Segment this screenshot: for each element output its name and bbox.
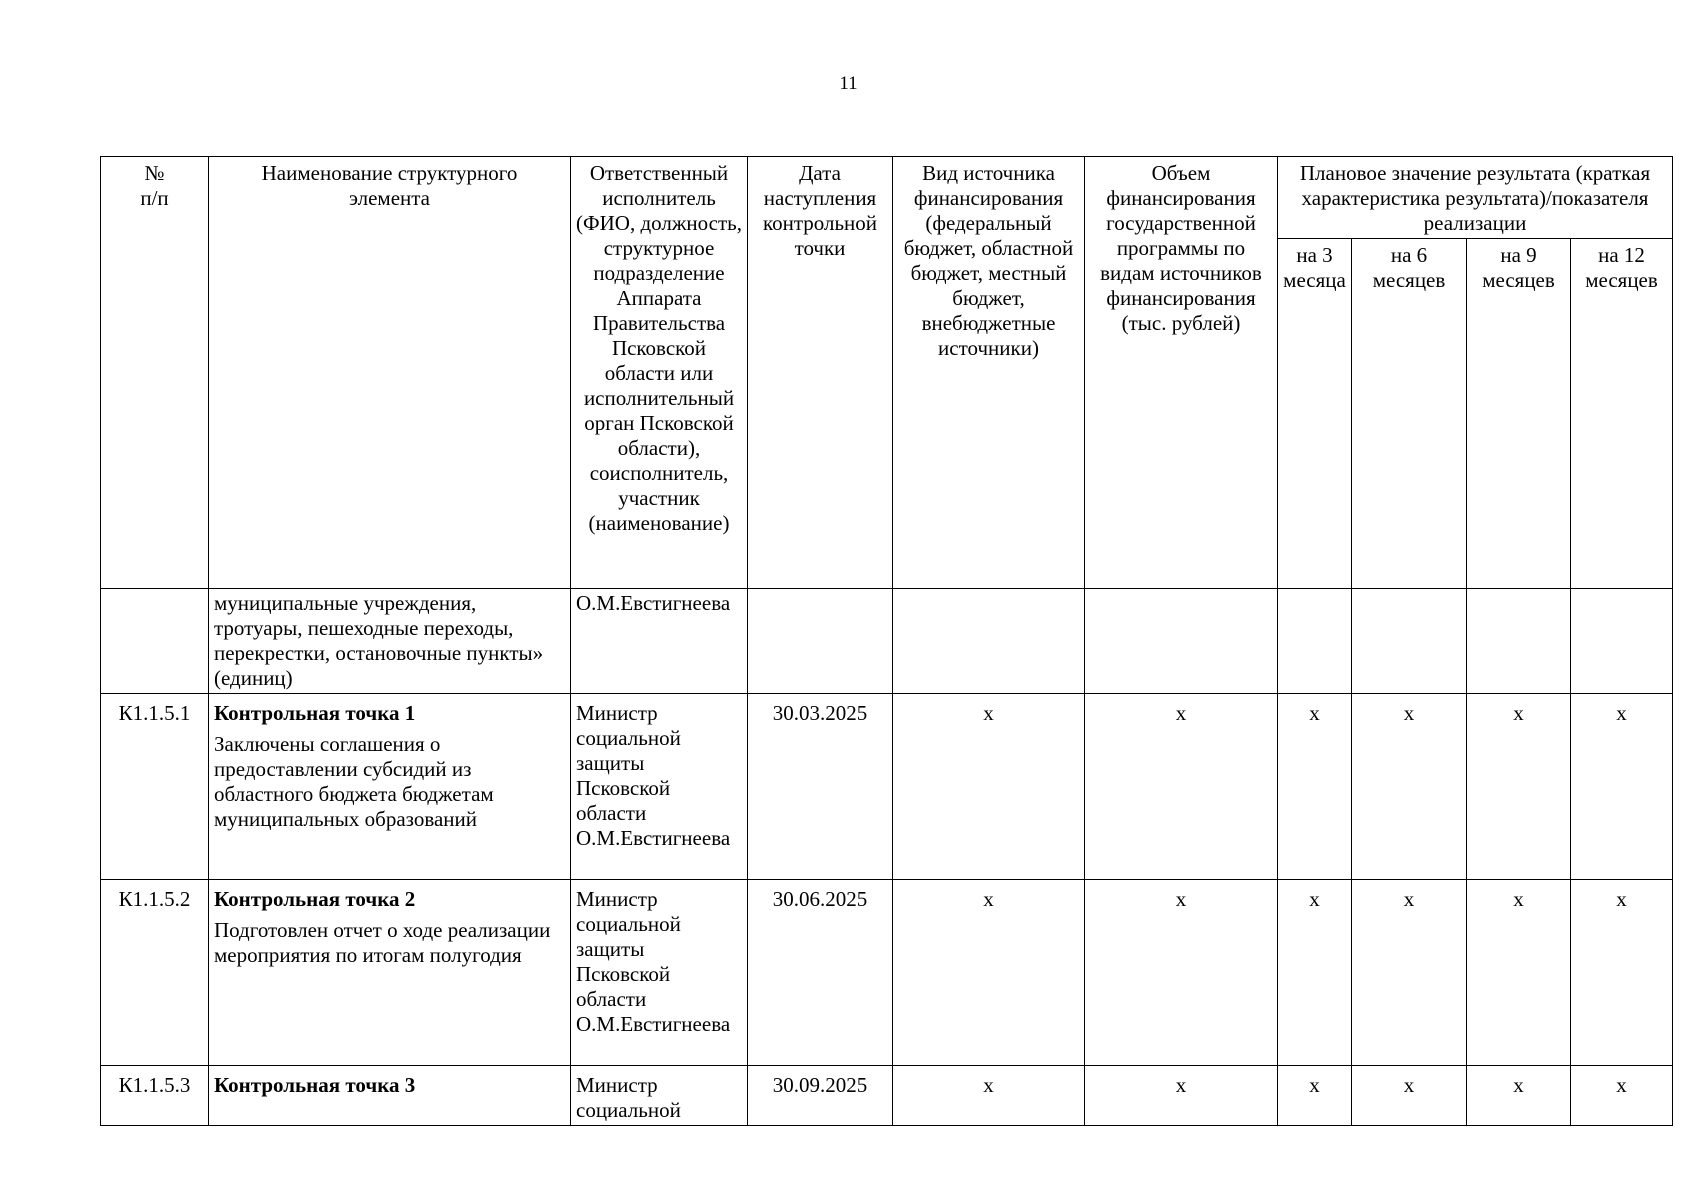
cell-responsible: Министр социальной — [571, 1066, 748, 1126]
cell-m12 — [1571, 589, 1673, 694]
cell-m6: х — [1352, 694, 1467, 880]
cell-num: К1.1.5.1 — [101, 694, 209, 880]
header-m3: на 3 месяца — [1278, 239, 1352, 589]
cell-m12: х — [1571, 1066, 1673, 1126]
cell-volume: х — [1085, 1066, 1278, 1126]
cell-num: К1.1.5.2 — [101, 880, 209, 1066]
control-point-title: Контрольная точка 2 — [214, 887, 416, 911]
control-points-table — [100, 156, 1673, 1126]
cell-date: 30.03.2025 — [748, 694, 893, 880]
header-m6: на 6 месяцев — [1352, 239, 1467, 589]
cell-m9: х — [1467, 1066, 1571, 1126]
cell-responsible: Министр социальной защиты Псковской области О.М.Евстигнеева — [571, 694, 748, 880]
cell-volume — [1085, 589, 1278, 694]
cell-name: муниципальные учреждения, тротуары, пешеходные переходы, перекрестки, остановочные пункты» (единиц) — [209, 589, 571, 694]
cell-num: К1.1.5.3 — [101, 1066, 209, 1126]
header-m9: на 9 месяцев — [1467, 239, 1571, 589]
cell-m6: х — [1352, 1066, 1467, 1126]
cell-m3: х — [1278, 1066, 1352, 1126]
cell-num — [101, 589, 209, 694]
table-row — [101, 694, 1673, 880]
control-point-title: Контрольная точка 3 — [214, 1073, 416, 1097]
cell-source: х — [893, 694, 1085, 880]
page-number: 11 — [839, 73, 858, 94]
control-point-title: Контрольная точка 1 — [214, 701, 416, 725]
cell-responsible: Министр социальной защиты Псковской области О.М.Евстигнеева — [571, 880, 748, 1066]
header-date: Дата наступления контрольной точки — [748, 157, 893, 589]
header-num: № п/п — [101, 157, 209, 589]
control-point-description: Заключены соглашения о предоставлении субсидий из областного бюджета бюджетам муниципальных образований — [214, 732, 494, 831]
header-plan: Плановое значение результата (краткая характеристика результата)/показателя реализации — [1278, 157, 1673, 239]
header-volume: Объем финансирования государственной программы по видам источников финансирования (тыс. рублей) — [1085, 157, 1278, 589]
header-source: Вид источника финансирования (федеральный бюджет, областной бюджет, местный бюджет, внебюджетные источники) — [893, 157, 1085, 589]
cell-m9 — [1467, 589, 1571, 694]
cell-m3: х — [1278, 694, 1352, 880]
cell-m9: х — [1467, 694, 1571, 880]
cell-m12: х — [1571, 694, 1673, 880]
header-row-1 — [101, 157, 1673, 239]
control-point-description: Подготовлен отчет о ходе реализации мероприятия по итогам полугодия — [214, 918, 551, 967]
cell-name — [209, 880, 571, 1066]
table-row — [101, 1066, 1673, 1126]
cell-volume: х — [1085, 694, 1278, 880]
cell-date: 30.09.2025 — [748, 1066, 893, 1126]
cell-source: х — [893, 880, 1085, 1066]
cell-m12: х — [1571, 880, 1673, 1066]
cell-source — [893, 589, 1085, 694]
cell-source: х — [893, 1066, 1085, 1126]
cell-m6: х — [1352, 880, 1467, 1066]
header-responsible: Ответственный исполнитель (ФИО, должность, структурное подразделение Аппарата Правительства Псковской области или исполнительный орган Псковской области), соисполнитель, участник (наименование) — [571, 157, 748, 589]
table-row — [101, 880, 1673, 1066]
cell-m6 — [1352, 589, 1467, 694]
header-m12: на 12 месяцев — [1571, 239, 1673, 589]
cell-m9: х — [1467, 880, 1571, 1066]
cell-date — [748, 589, 893, 694]
cell-date: 30.06.2025 — [748, 880, 893, 1066]
cell-name — [209, 694, 571, 880]
cell-m3: х — [1278, 880, 1352, 1066]
cell-m3 — [1278, 589, 1352, 694]
cell-name — [209, 1066, 571, 1126]
cell-volume: х — [1085, 880, 1278, 1066]
table-row-continuation — [101, 589, 1673, 694]
cell-responsible: О.М.Евстигнеева — [571, 589, 748, 694]
header-name: Наименование структурного элемента — [209, 157, 571, 589]
